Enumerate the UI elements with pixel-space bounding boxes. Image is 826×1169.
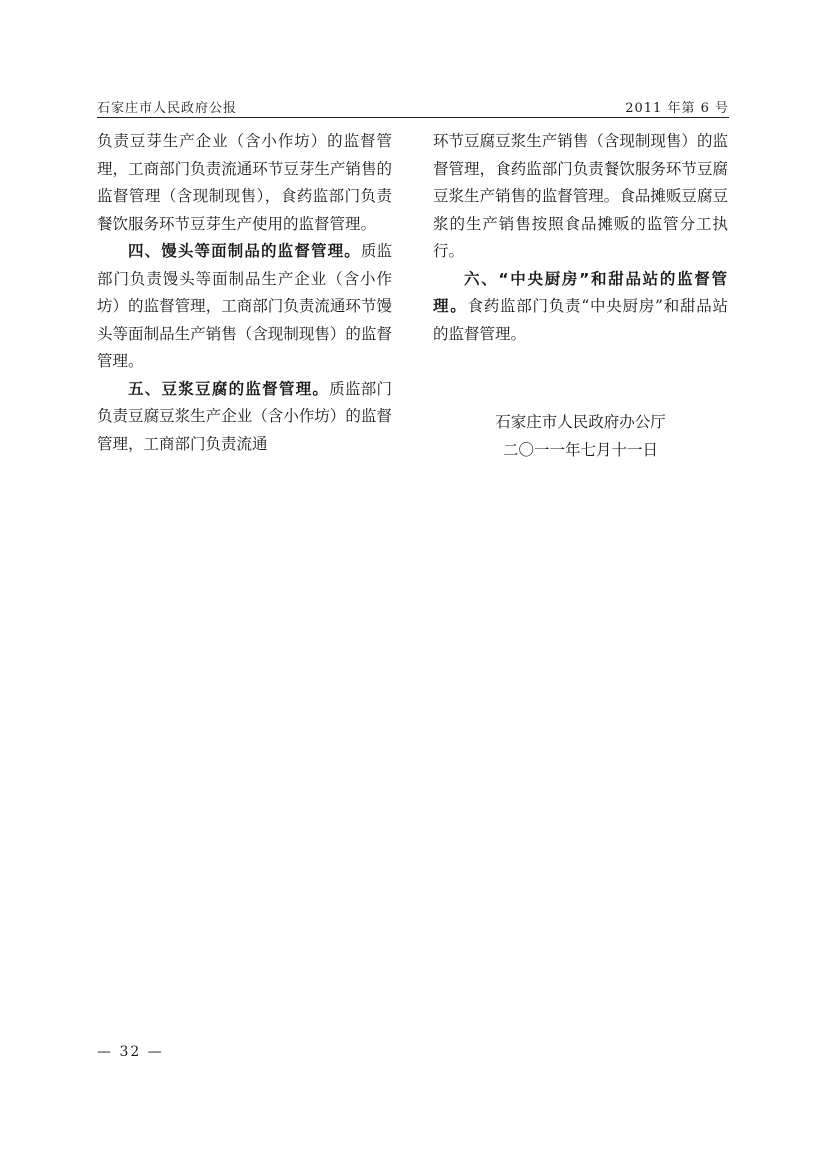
paragraph-section-6 (433, 266, 728, 349)
page-number: — 32 — (97, 1044, 164, 1060)
signature-org: 石家庄市人民政府办公厅 (495, 413, 666, 431)
issue-number: 2011 年第 6 号 (625, 101, 729, 116)
paragraph-section-5-continued: 环节豆腐豆浆生产销售（含现制现售）的监督管理，食药监部门负责餐饮服务环节豆腐豆浆生产销售的监督管理。食品摊贩豆腐豆浆的生产销售按照食品摊贩的监管分工执行。 (433, 132, 728, 260)
section-6-body: 食药监部门负责“中央厨房”和甜品站的监督管理。 (433, 297, 728, 343)
section-5-body: 质监部门负责豆腐豆浆生产企业（含小作坊）的监督管理，工商部门负责流通 (97, 379, 392, 453)
right-column (433, 128, 728, 348)
publication-title: 石家庄市人民政府公报 (97, 101, 238, 116)
section-6-heading: 六、“中央厨房”和甜品站的监督管理。 (433, 269, 728, 315)
signature-block (433, 408, 728, 464)
signature-date: 二〇一一年七月十一日 (502, 441, 658, 459)
section-4-body: 质监部门负责馒头等面制品生产企业（含小作坊）的监督管理，工商部门负责流通环节馒头等面制品生产销售（含现制现售）的监督管理。 (97, 242, 392, 370)
left-column (97, 128, 392, 458)
section-4-heading: 四、馒头等面制品的监督管理。 (128, 242, 361, 260)
section-5-heading: 五、豆浆豆腐的监督管理。 (128, 379, 330, 398)
paragraph-section-4 (97, 238, 392, 376)
page-header (97, 95, 729, 118)
paragraph-section-5 (97, 376, 392, 459)
paragraph-continued: 负责豆芽生产企业（含小作坊）的监督管理，工商部门负责流通环节豆芽生产销售的监督管理（含现制现售），食药监部门负责餐饮服务环节豆芽生产使用的监督管理。 (97, 132, 392, 233)
